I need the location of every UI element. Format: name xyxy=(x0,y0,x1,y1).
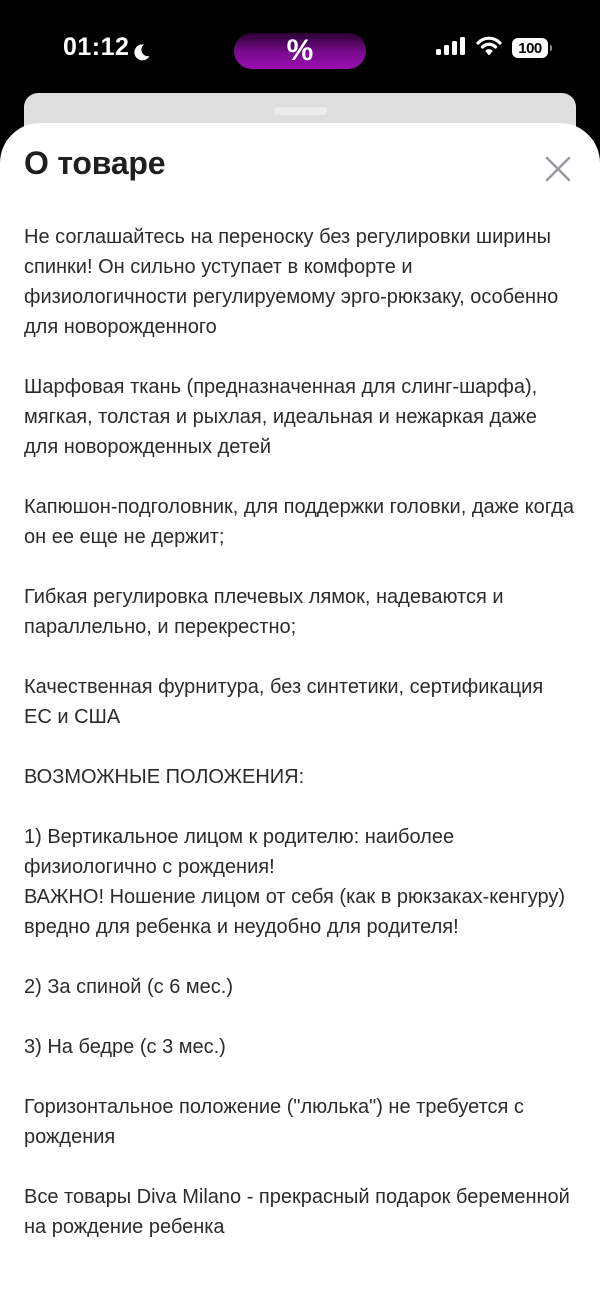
warning-paragraph: ВАЖНО! Ношение лицом от себя (как в рюкзаках-кенгуру) вредно для ребенка и неудобно для родителя! xyxy=(24,886,566,938)
close-button[interactable] xyxy=(538,151,578,191)
description-paragraph: Не соглашайтесь на переноску без регулировки ширины спинки! Он сильно уступает в комфорте и физиологичности регулируемому эрго-рюкзаку, особенно для новорожденного xyxy=(24,226,559,338)
description-body xyxy=(24,222,576,1302)
close-icon xyxy=(545,156,571,187)
background-sheet-handle[interactable] xyxy=(274,107,327,115)
description-paragraph: Гибкая регулировка плечевых лямок, надеваются и параллельно, и перекрестно; xyxy=(24,586,504,638)
description-paragraph: Капюшон-подголовник, для поддержки головки, даже когда он ее еще не держит; xyxy=(24,496,574,548)
product-description-sheet xyxy=(0,123,600,1303)
sheet-title: О товаре xyxy=(24,145,166,181)
description-paragraph: 3) На бедре (с 3 мес.) xyxy=(24,1036,226,1058)
description-paragraph: Горизонтальное положение ("люлька") не требуется с рождения xyxy=(24,1096,524,1148)
battery-level: 100 xyxy=(518,39,542,57)
dynamic-island-discount-badge[interactable] xyxy=(234,33,366,69)
status-bar xyxy=(0,0,600,90)
description-paragraph: Шарфовая ткань (предназначенная для слинг-шарфа), мягкая, толстая и рыхлая, идеальная и нежаркая даже для новорожденных детей xyxy=(24,376,538,458)
cellular-signal-icon xyxy=(436,37,466,60)
moon-icon xyxy=(133,39,151,57)
time-label: 01:12 xyxy=(63,33,130,61)
description-paragraph: Качественная фурнитура, без синтетики, сертификация ЕС и США xyxy=(24,676,544,728)
description-paragraph: 2) За спиной (с 6 мес.) xyxy=(24,976,233,998)
description-paragraph: 1) Вертикальное лицом к родителю: наиболее физиологично с рождения! xyxy=(24,826,455,878)
description-paragraph: Все товары Diva Milano - прекрасный подарок беременной на рождение ребенка xyxy=(24,1186,570,1238)
clipped-next-paragraph xyxy=(24,1272,576,1302)
section-heading-positions: ВОЗМОЖНЫЕ ПОЛОЖЕНИЯ: xyxy=(24,766,305,788)
wifi-icon xyxy=(476,36,502,60)
battery-icon xyxy=(512,38,548,58)
status-time xyxy=(63,33,151,62)
status-indicators xyxy=(436,36,548,60)
percent-label: % xyxy=(286,34,314,67)
